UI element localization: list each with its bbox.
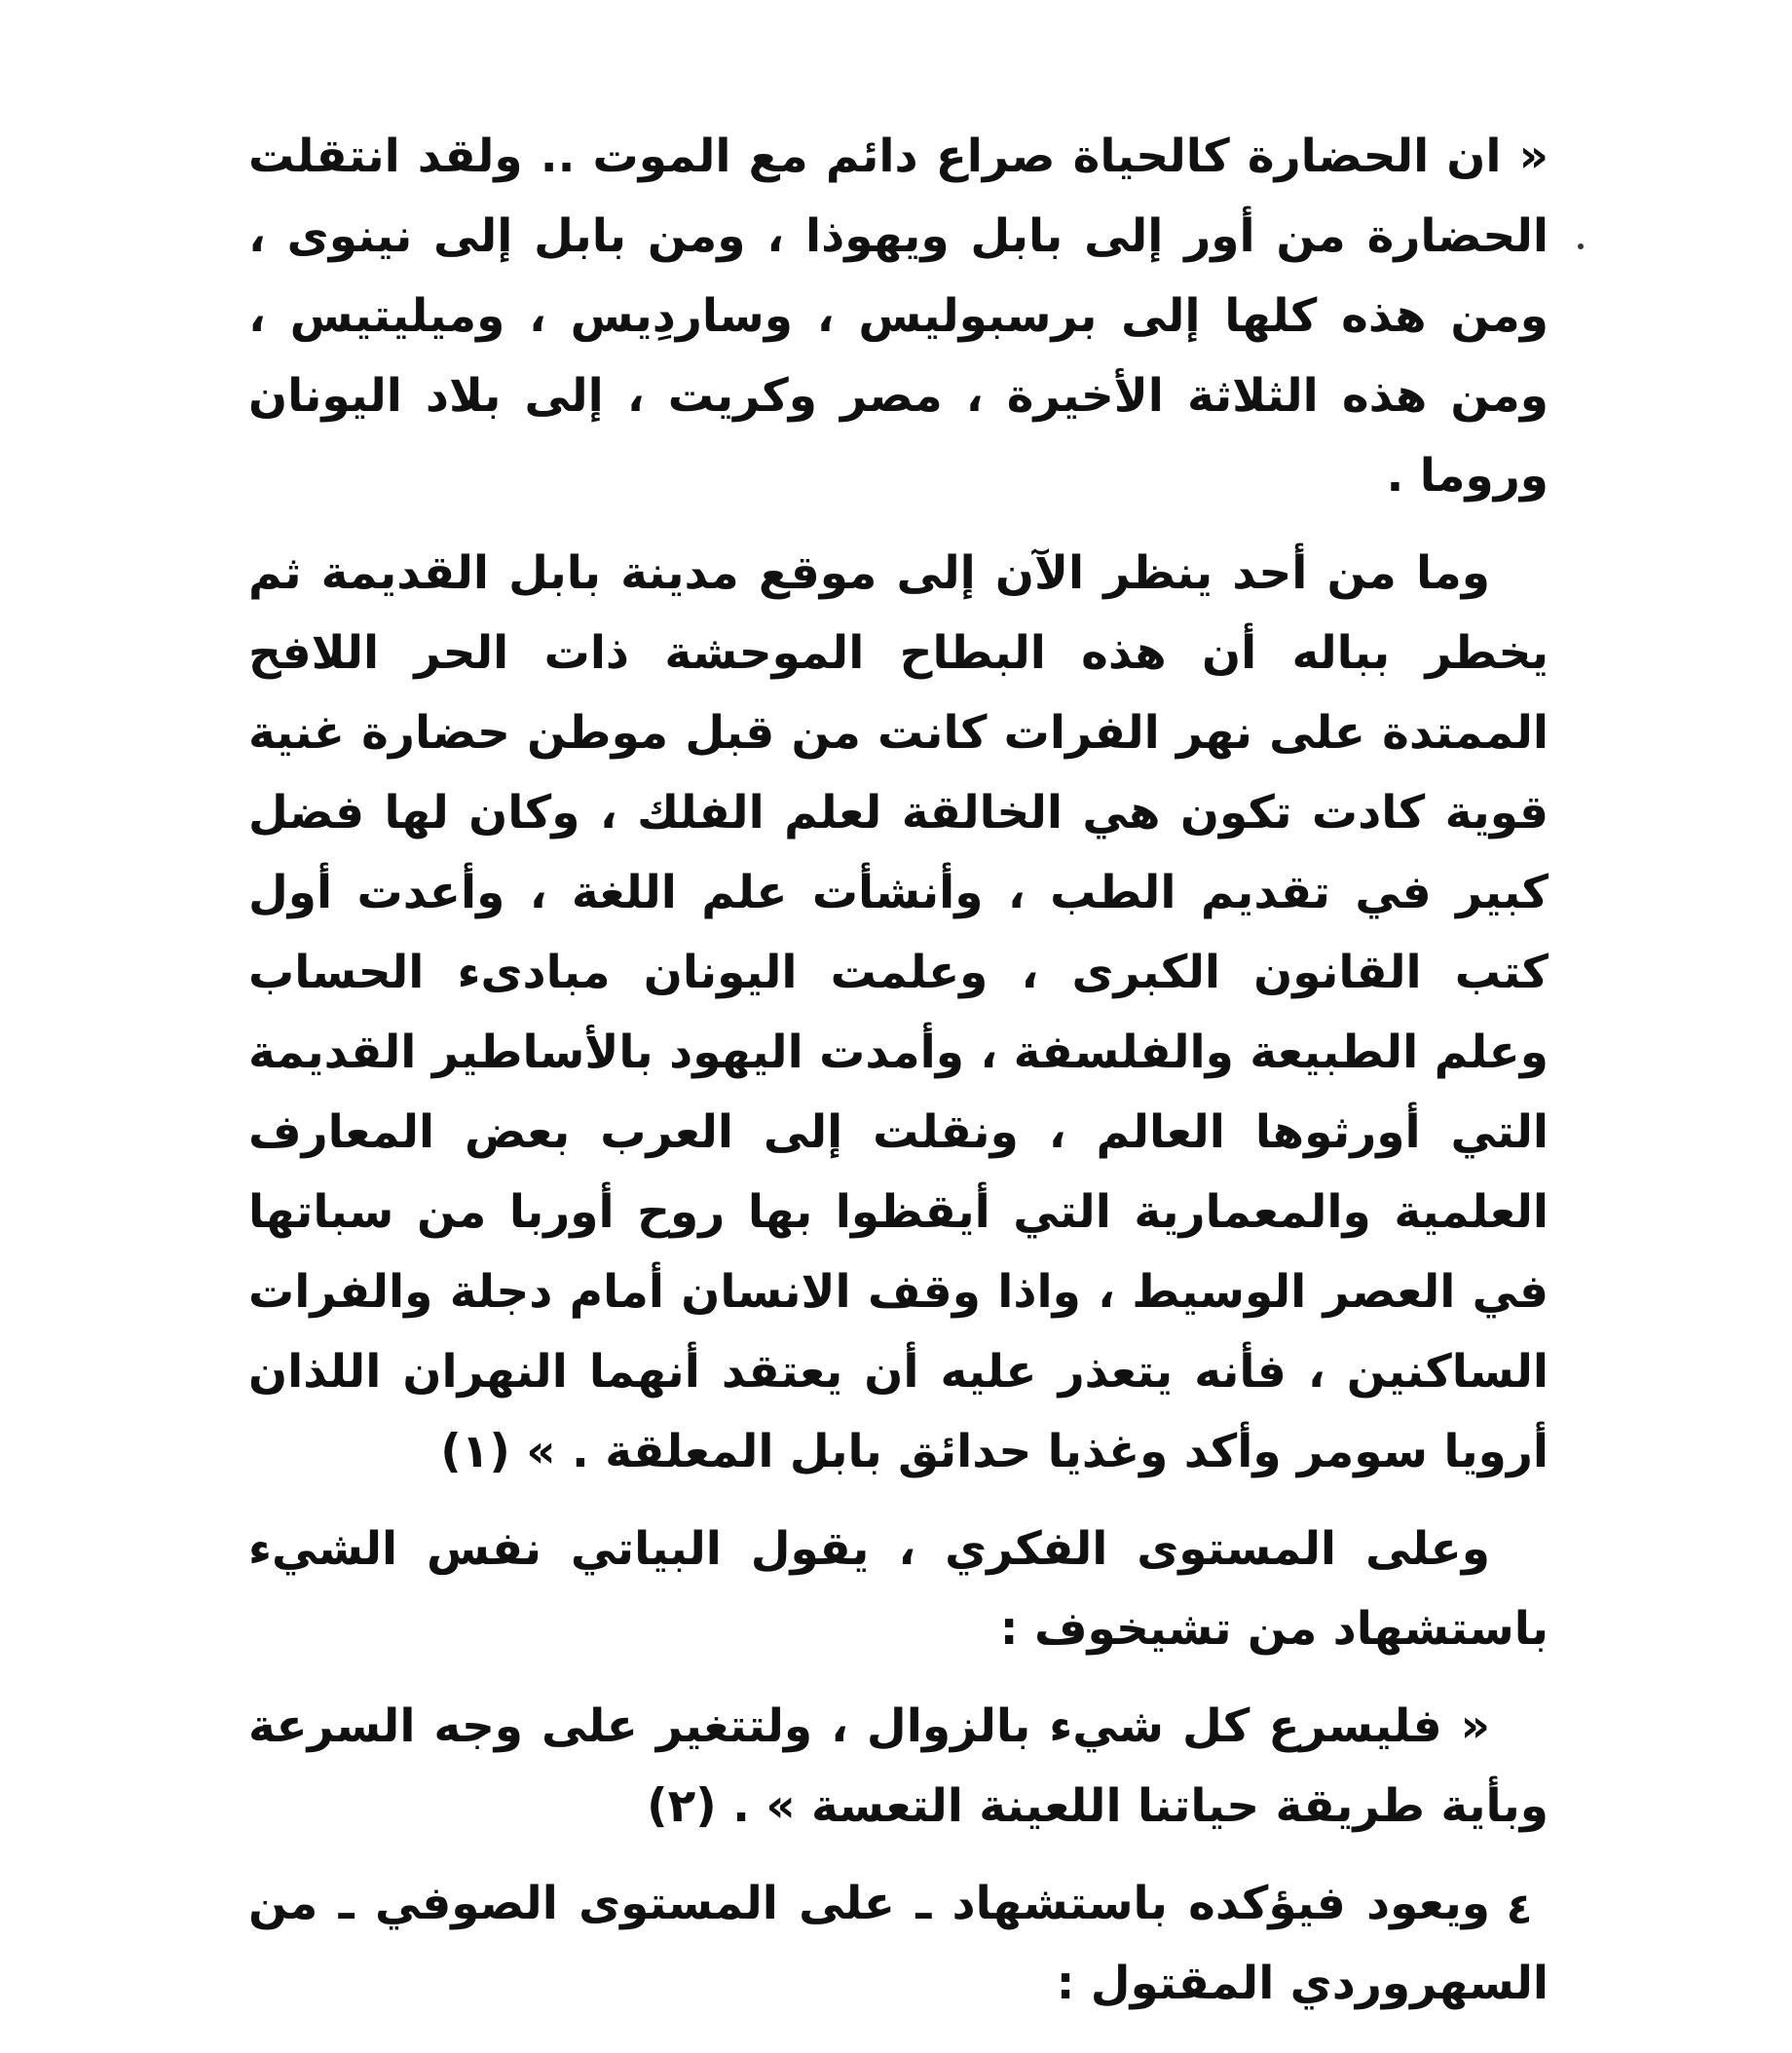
paragraph-intellectual-level: وعلى المستوى الفكري ، يقول البياتي نفس الشيء باستشهاد من تشيخوف : — [248, 1522, 1549, 1656]
page-number: ٤ — [1506, 1885, 1533, 1934]
edge-mark — [1578, 243, 1584, 249]
paragraph-sufi-level: ويعود فيؤكده باستشهاد ـ على المستوى الصوفي ـ من السهروردي المقتول : — [248, 1877, 1549, 2010]
quote-paragraph-civilization: « ان الحضارة كالحياة صراع دائم مع الموت .. ولقد انتقلت الحضارة من أور إلى بابل ويهوذا ، ومن بابل إلى نينوى ، ومن هذه كلها إلى برسبوليس ، وساردِيس ، وميليتيس ، ومن هذه الثلاثة الأخيرة ، مصر وكريت ، إلى بلاد اليونان وروما . — [248, 130, 1549, 503]
body-text — [248, 117, 1549, 2024]
quote-paragraph-chekhov: « فليسرع كل شيء بالزوال ، ولتتغير على وجه السرعة وبأية طريقة حياتنا اللعينة التعسة » . (٢) — [248, 1699, 1549, 1833]
paragraph-babylon: وما من أحد ينظر الآن إلى موقع مدينة بابل القديمة ثم يخطر بباله أن هذه البطاح الموحشة ذات الحر اللافح الممتدة على نهر الفرات كانت من قبل موطن حضارة غنية قوية كادت تكون هي الخالقة لعلم الفلك ، وكان لها فضل كبير في تقديم الطب ، وأنشأت علم اللغة ، وأعدت أول كتب القانون الكبرى ، وعلمت اليونان مبادىء الحساب وعلم الطبيعة والفلسفة ، وأمدت اليهود بالأساطير القديمة التي أورثوها العالم ، ونقلت إلى العرب بعض المعارف العلمية والمعمارية التي أيقظوا بها روح أوربا من سباتها في العصر الوسيط ، واذا وقف الانسان أمام دجلة والفرات الساكنين ، فأنه يتعذر عليه أن يعتقد أنهما النهران اللذان أرويا سومر وأكد وغذيا حدائق بابل المعلقة . » (١) — [248, 546, 1549, 1478]
